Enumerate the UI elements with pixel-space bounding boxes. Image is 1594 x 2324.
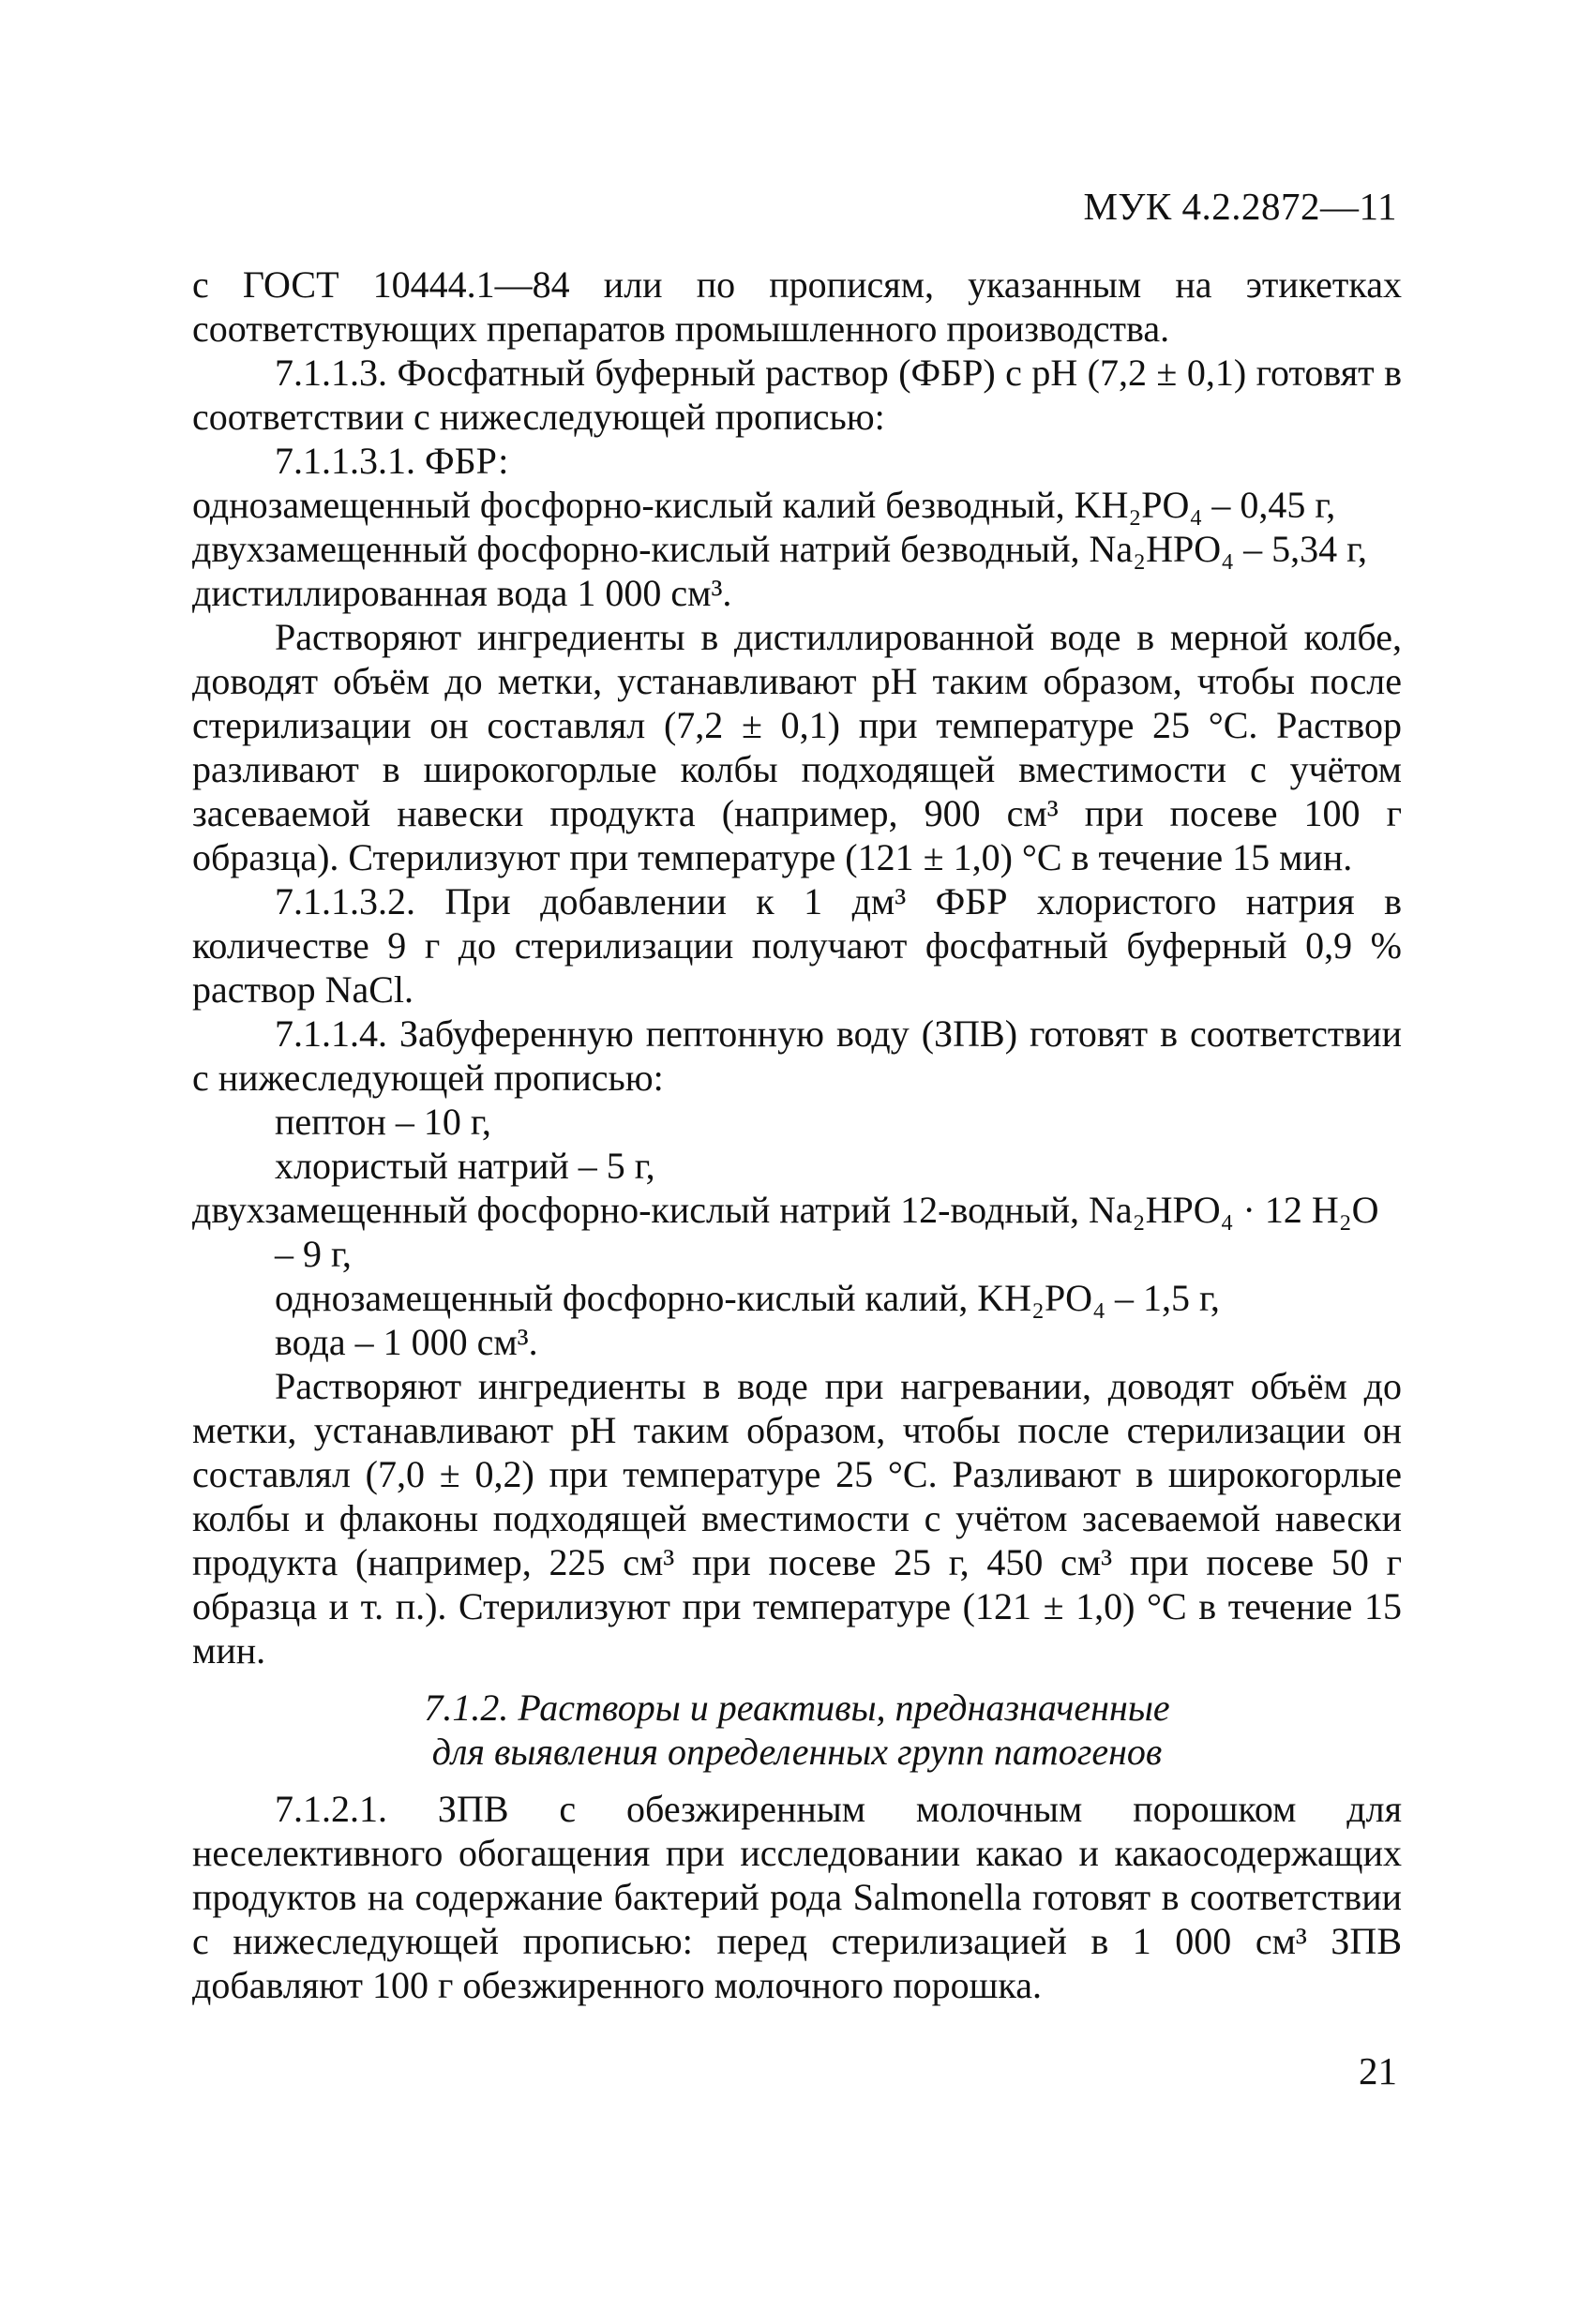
paragraph-continuation: с ГОСТ 10444.1—84 или по прописям, указанным на этикетках соответствующих препаратов промышленного производства. [192,263,1402,350]
section-heading-line: 7.1.2. Растворы и реактивы, предназначенные [424,1687,1170,1729]
recipe-line: хлористый натрий – 5 г, [275,1145,655,1187]
recipe-line: пептон – 10 г, [275,1101,491,1143]
recipe-line: однозамещенный фосфорно-кислый калий, KH₂PO₄ – 1,5 г, [275,1277,1220,1319]
recipe-line: однозамещенный фосфорно-кислый калий безводный, KH₂PO₄ – 0,45 г, [192,484,1336,526]
paragraph-7-1-1-3: 7.1.1.3. Фосфатный буферный раствор (ФБР) с pH (7,2 ± 0,1) готовят в соответствии с нижеследующей прописью: [192,352,1402,438]
paragraph-zpv-instructions: Растворяют ингредиенты в воде при нагревании, доводят объём до метки, устанавливают pH таким образом, чтобы после стерилизации он составлял (7,0 ± 0,2) при температуре 25 °C. Разливают в широкогорлые колбы и флаконы подходящей вместимости с учётом засеваемой навески продукта (например, 225 см³ при посеве 25 г, 450 см³ при посеве 50 г образца и т. п.). Стерилизуют при температуре (121 ± 1,0) °C в течение 15 мин. [192,1365,1402,1672]
paragraph-7-1-1-4: 7.1.1.4. Забуференную пептонную воду (ЗПВ) готовят в соответствии с нижеследующей прописью: [192,1012,1402,1099]
document-code-header: МУК 4.2.2872—11 [1083,185,1397,228]
page-number: 21 [1359,2049,1397,2092]
recipe-line: двухзамещенный фосфорно-кислый натрий безводный, Na₂HPO₄ – 5,34 г, [192,528,1367,570]
section-heading-7-1-2 [192,1686,1402,1774]
recipe-line: дистиллированная вода 1 000 см³. [192,572,732,614]
section-heading-line: для выявления определенных групп патогенов [431,1731,1163,1773]
paragraph-7-1-2-1: 7.1.2.1. ЗПВ с обезжиренным молочным порошком для неселективного обогащения при исследовании какао и какаосодержащих продуктов на содержание бактерий рода Salmonella готовят в соответствии с нижеследующей прописью: перед стерилизацией в 1 000 см³ ЗПВ добавляют 100 г обезжиренного молочного порошка. [192,1788,1402,2006]
recipe-line: вода – 1 000 см³. [275,1321,538,1363]
paragraph-7-1-1-3-1: 7.1.1.3.1. ФБР: [275,440,509,482]
paragraph-instructions: Растворяют ингредиенты в дистиллированной воде в мерной колбе, доводят объём до метки, устанавливают pH таким образом, чтобы после стерилизации он составлял (7,2 ± 0,1) при температуре 25 °C. Раствор разливают в широкогорлые колбы подходящей вместимости с учётом засеваемой навески продукта (например, 900 см³ при посеве 100 г образца). Стерилизуют при температуре (121 ± 1,0) °C в течение 15 мин. [192,616,1402,878]
recipe-line: двухзамещенный фосфорно-кислый натрий 12-водный, Na₂HPO₄ · 12 H₂O – 9 г, [192,1189,1379,1275]
document-body [192,262,1402,2007]
paragraph-7-1-1-3-2: 7.1.1.3.2. При добавлении к 1 дм³ ФБР хлористого натрия в количестве 9 г до стерилизации получают фосфатный буферный 0,9 % раствор NaCl. [192,880,1402,1011]
